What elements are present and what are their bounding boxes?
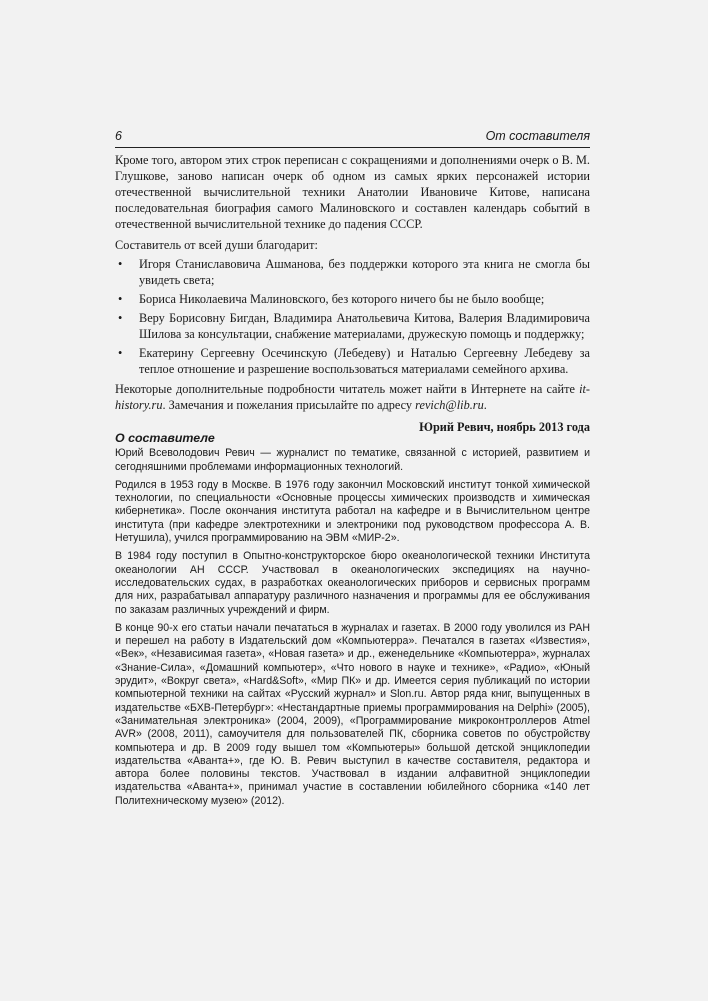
thanks-list: [115, 257, 590, 377]
more-info-paragraph: [115, 382, 590, 414]
list-item-text: Екатерину Сергеевну Осечинскую (Лебедеву) и Наталью Сергеевну Лебедеву за теплое отношение и разрешение воспользоваться материалами семейного архива.: [139, 345, 590, 376]
list-item: [115, 311, 590, 343]
signature: Юрий Ревич, ноябрь 2013 года: [419, 419, 590, 434]
chapter-title: От составителя: [485, 129, 590, 143]
list-item-text: Веру Борисовну Бигдан, Владимира Анатольевича Китова, Валерия Владимировича Шилова за консультации, снабжение материалами, дружескую помощь и поддержку;: [139, 311, 590, 342]
about-section: [115, 432, 590, 813]
more-info-text: Некоторые дополнительные подробности читатель может найти в Интернете на сайте: [115, 381, 580, 396]
intro-paragraph: Кроме того, автором этих строк переписан с сокращениями и дополнениями очерк о В. М. Глушкове, заново написан очерк об одном из самых ярких персонажей истории отечественной вычислительной техники Анатолии Ивановиче Китове, написана последовательная биография самого Малиновского и составлен календарь событий в отечественной вычислительной технике до падения СССР.: [115, 153, 590, 231]
bullet-icon: •: [118, 257, 123, 272]
about-heading: О составителе: [115, 431, 215, 445]
about-paragraph: Родился в 1953 году в Москве. В 1976 году закончил Московский институт тонкой химической технологии, по специальности «Основные процессы химических производств и химическая кибернетика». После окончания института работал на кафедре и в Вычислительном центре института (при кафедре электротехники и электроники под руководством профессора А. В. Нетушила), учился программированию на ЭВМ «МИР-2».: [115, 478, 590, 545]
about-paragraph: Юрий Всеволодович Ревич — журналист по тематике, связанной с историей, развитием и сегодняшними проблемами информационных технологий.: [115, 447, 590, 473]
about-paragraph: В 1984 году поступил в Опытно-конструкторское бюро океанологической техники Института океанологии АН СССР. Участвовал в океанологических экспедициях на научно-исследовательских судах, в разработках океанологических приборов и сервисных программ для них, разрабатывал аппаратуру различного назначения и программы для ее обслуживания по заказам различных учреждений и фирм.: [115, 550, 590, 616]
list-item-text: Игоря Станиславовича Ашманова, без поддержки которого эта книга не смогла бы увидеть света;: [139, 257, 590, 288]
more-info-text-end: .: [483, 397, 487, 412]
main-text: [115, 153, 590, 436]
email-link[interactable]: revich@lib.ru: [415, 397, 484, 412]
site-link[interactable]: it-history.ru: [115, 381, 590, 412]
bullet-icon: •: [118, 292, 123, 307]
bullet-icon: •: [118, 345, 123, 360]
running-header: [115, 125, 590, 148]
about-paragraph: В конце 90-х его статьи начали печататься в журналах и газетах. В 2000 году уволился из РАН и перешел на работу в Издательский дом «Компьютерра». Печатался в газетах «Известия», «Век», «Независимая газета», «Новая газета» и др., еженедельнике «Компьютерра», журналах «Знание-Сила», «Домашний компьютер», «Что нового в науке и технике», «Радио», «Юный эрудит», «Вокруг света», «Hard&Soft», «Мир ПК» и др. Имеется серия публикаций по истории компьютерной техники на сайтах «Русский журнал» и Slon.ru. Автор ряда книг, выпущенных в издательстве «БХВ-Петербург»: «Нестандартные приемы программирования на Delphi» (2005), «Занимательная электроника» (2004, 2009), «Программирование микроконтроллеров Atmel AVR» (2008, 2011), самоучителя для пользователей ПК, сборника советов по обустройству компьютера и др. В 2009 году вышел том «Компьютеры» большой детской энциклопедии издательства «Аванта+», где Ю. В. Ревич выступил в качестве составителя, редактора и автора более половины текстов. Участвовал в издании алфавитной энциклопедии издательства «Аванта+», принимал участие в составлении юбилейного сборника «140 лет Политехническому музею» (2012).: [115, 621, 590, 807]
bullet-icon: •: [118, 311, 123, 326]
thanks-intro: Составитель от всей души благодарит:: [115, 237, 318, 252]
list-item: [115, 257, 590, 289]
page-number: 6: [115, 129, 122, 143]
list-item-text: Бориса Николаевича Малиновского, без которого ничего бы не было вообще;: [139, 292, 545, 307]
list-item: [115, 292, 590, 308]
more-info-text-middle: . Замечания и пожелания присылайте по адресу: [162, 397, 416, 412]
list-item: [115, 346, 590, 378]
